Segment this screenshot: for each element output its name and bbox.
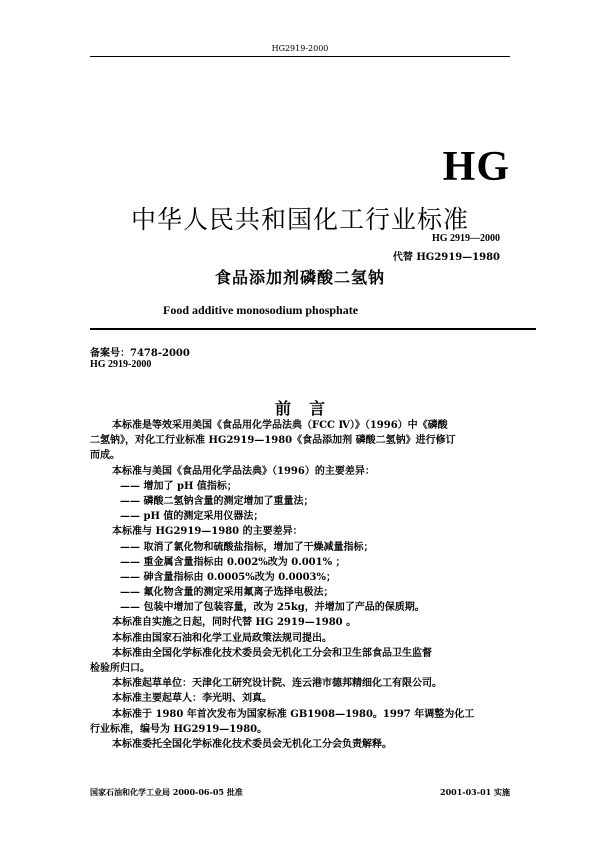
preface-line: 本标准与美国《食品用化学品法典》（1996）的主要差异： [112, 465, 375, 477]
preface-line: —— 重金属含量指标由 0.002%改为 0.001% ； [120, 556, 346, 568]
preface-line: —— 氟化物含量的测定采用氟离子选择电极法； [120, 587, 334, 599]
preface-line: 而成。 [90, 450, 120, 462]
product-name-en: Food additive monosodium phosphate [163, 303, 359, 317]
preface-line: 本标准委托全国化学标准化技术委员会无机化工分会负责解释。 [112, 738, 392, 750]
preface-line: 检验所归口。 [90, 663, 150, 674]
preface-line: —— pH 值的测定采用仪器法； [120, 511, 264, 523]
preface-line: 本标准于 1980 年首次发布为国家标准 GB1908—1980。1997 年调整为化工 [112, 708, 475, 720]
preface-line: 本标准自实施之日起，同时代替 HG 2919—1980 。 [112, 617, 357, 629]
header-rule [90, 56, 510, 57]
effective-date: 2001-03-01 实施 [440, 787, 510, 797]
approval-note: 国家石油和化学工业局 2000-06-05 批准 [90, 787, 243, 797]
preface-line: —— 增加了 pH 值指标； [120, 480, 237, 492]
preface-line: 本标准是等效采用美国《食品用化学品法典（FCC Ⅳ）》（1996）中《磷酸 [112, 420, 448, 431]
preface-line: 本标准与 HG2919—1980 的主要差异： [112, 526, 303, 538]
preface-line: 本标准起草单位：天津化工研究设计院、连云港市德邦精细化工有限公司。 [112, 678, 442, 690]
standard-logo: HG [442, 144, 510, 190]
preface-line: —— 磷酸二氢钠含量的测定增加了重量法； [120, 495, 314, 507]
preface-line: 本标准主要起草人：李光明、刘真。 [112, 693, 272, 705]
preface-line: —— 取消了氯化物和硫酸盐指标，增加了干燥减量指标； [120, 541, 374, 553]
record-number: 备案号：7478-2000 [90, 348, 190, 359]
standard-category-title: 中华人民共和国化工行业标准 [130, 205, 469, 234]
preface-line: 本标准由全国化学标准化技术委员会无机化工分会和卫生部食品卫生监督 [112, 647, 432, 659]
running-header: HG2919-2000 [271, 44, 329, 53]
replaced-standard: 代替 HG2919—1980 [392, 252, 500, 263]
preface-heading: 前言 [274, 399, 343, 418]
standard-code: HG 2919—2000 [431, 233, 500, 244]
preface-line: —— 包装中增加了包装容量，改为 25kg，并增加了产品的保质期。 [120, 602, 425, 614]
preface-line: 二氢钠》，对化工行业标准 HG2919—1980《食品添加剂 磷酸二氢钠》进行修订 [90, 435, 456, 447]
product-name-cn: 食品添加剂磷酸二氢钠 [214, 268, 385, 287]
preface-line: —— 砷含量指标由 0.0005%改为 0.0003%； [120, 571, 336, 583]
preface-body [90, 418, 522, 752]
preface-line: 行业标准，编号为 HG2919—1980。 [90, 723, 268, 735]
title-divider [90, 328, 536, 330]
standard-number: HG 2919-2000 [90, 359, 152, 370]
preface-line: 本标准由国家石油和化学工业局政策法规司提出。 [112, 632, 332, 644]
